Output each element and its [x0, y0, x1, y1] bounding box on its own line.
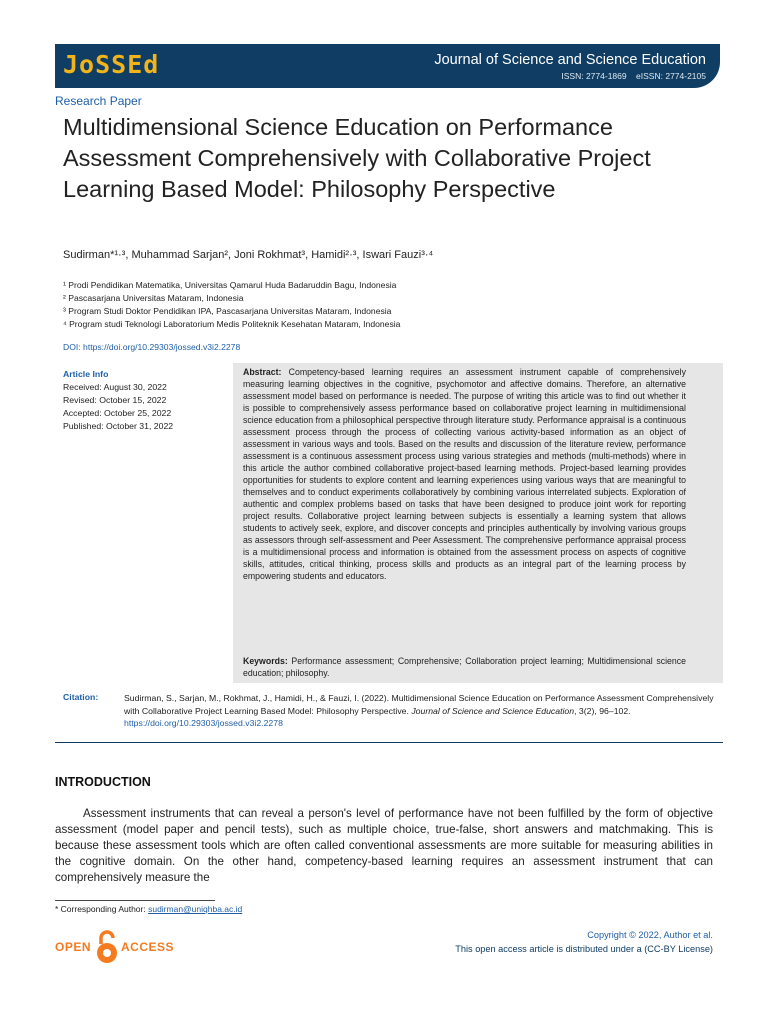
corresponding-email-link[interactable]: sudirman@uniqhba.ac.id	[148, 904, 243, 914]
open-access-access: ACCESS	[121, 940, 175, 954]
citation	[124, 692, 714, 730]
published-date: Published: October 31, 2022	[63, 421, 174, 431]
authors: Sudirman*¹·³, Muhammad Sarjan², Joni Rokhmat³, Hamidi²·³, Iswari Fauzi³·⁴	[63, 249, 434, 261]
footnote	[55, 904, 242, 914]
received-date: Received: August 30, 2022	[63, 382, 167, 392]
footnote-rule	[55, 900, 215, 901]
journal-logo: JoSSEd	[63, 50, 160, 79]
affiliation: ² Pascasarjana Universitas Mataram, Indonesia	[63, 293, 244, 303]
article-type: Research Paper	[55, 94, 142, 108]
open-access-open: OPEN	[55, 940, 92, 954]
article-info	[63, 368, 233, 433]
abstract	[243, 366, 686, 582]
citation-journal: Journal of Science and Science Education	[411, 705, 575, 716]
journal-header	[55, 44, 720, 88]
affiliation: ¹ Prodi Pendidikan Matematika, Universitas Qamarul Huda Badaruddin Bagu, Indonesia	[63, 280, 397, 290]
introduction-heading: INTRODUCTION	[55, 775, 151, 789]
open-lock-icon	[95, 930, 119, 964]
citation-text: Sudirman, S., Sarjan, M., Rokhmat, J., Hamidi, H., & Fauzi, I. (2022). Multidimensional Science Education on Performance Assessment Comprehensively with Collaborative Project Learning Based Model: Philosophy Perspective.	[124, 693, 714, 716]
abstract-label: Abstract:	[243, 367, 282, 377]
affiliations	[63, 279, 400, 331]
citation-label: Citation:	[63, 692, 99, 702]
abstract-text: Competency-based learning requires an assessment instrument capable of comprehensively measuring learning objectives in the cognitive, psychomotor and affective domains. Therefore, an alternative assessment model based on performance is needed. The purpose of writing this article was to find out whether it is possible to comprehensively assess performance based on collaborative project learning in multidimensional science education from a philosophical perspective through literature study. Performance appraisal is a continuous assessment process through the process of collecting various activity-based information as an object of assessment in various ways and tools. Based on the results and discussion of the literature review, performance assessment is a continuous assessment process using various strategies and methods (multi-methods) where in this article the author combined collaborative project-based learning methods. Project-based learning provides opportunities for students to explore content and learning experiences using various ways that are meaningful to themselves and to conduct experiments collaboratively by combining various interrelated subjects. Exploration of authentic and complex problems based on tasks that have been designed to produce joint work for reporting project results. Collaborative project learning between subjects is essentially a learning system that allows students to actively seek, explore, and discover concepts and principles authentically by involving various groups as assessors through self-assessment and Peer Assessment. The comprehensive performance appraisal process is a multidimensional process and information is obtained from the assessment process on aspects of cognitive skills, attitudes, critical thinking, process skills and products as an integral part of the learning process by empowering students and educators.	[243, 367, 686, 581]
citation-volume: , 3(2), 96–102.	[574, 705, 631, 716]
copyright-line: Copyright © 2022, Author et al.	[587, 930, 713, 940]
keywords-label: Keywords:	[243, 656, 288, 666]
section-divider	[55, 742, 723, 743]
accepted-date: Accepted: October 25, 2022	[63, 408, 172, 418]
paper-title: Multidimensional Science Education on Performance Assessment Comprehensively with Collaborative Project Learning Based Model: Philosophy Perspective	[63, 114, 651, 202]
citation-link[interactable]: https://doi.org/10.29303/jossed.v3i2.2278	[124, 718, 283, 728]
revised-date: Revised: October 15, 2022	[63, 395, 167, 405]
abstract-box	[233, 363, 723, 683]
footnote-label: * Corresponding Author:	[55, 904, 149, 914]
journal-title: Journal of Science and Science Education	[434, 52, 706, 68]
keywords-text: Performance assessment; Comprehensive; Collaboration project learning; Multidimensional science education; philosophy.	[243, 656, 686, 678]
issn: ISSN: 2774-1869 eISSN: 2774-2105	[561, 71, 706, 81]
license-line: This open access article is distributed under a (CC-BY License)	[455, 944, 713, 954]
open-access-logo	[55, 930, 185, 964]
doi-link[interactable]: DOI: https://doi.org/10.29303/jossed.v3i2.2278	[63, 342, 241, 352]
affiliation: ⁴ Program studi Teknologi Laboratorium Medis Politeknik Kesehatan Mataram, Indonesia	[63, 319, 401, 329]
introduction-text: Assessment instruments that can reveal a person's level of performance have not been fulfilled by the form of objective assessment (model paper and pencil tests), such as multiple choice, true-false, short answers and matchmaking. This is because these assessment tools which are often called conventional assessments are more suitable for measuring abilities in the cognitive domain. On the other hand, competency-based learning requires an assessment instrument that can comprehensively measure the	[55, 807, 713, 884]
article-info-heading: Article Info	[63, 369, 109, 379]
copyright	[455, 928, 713, 956]
affiliation: ³ Program Studi Doktor Pendidikan IPA, Pascasarjana Universitas Mataram, Indonesia	[63, 306, 392, 316]
keywords	[243, 655, 686, 679]
